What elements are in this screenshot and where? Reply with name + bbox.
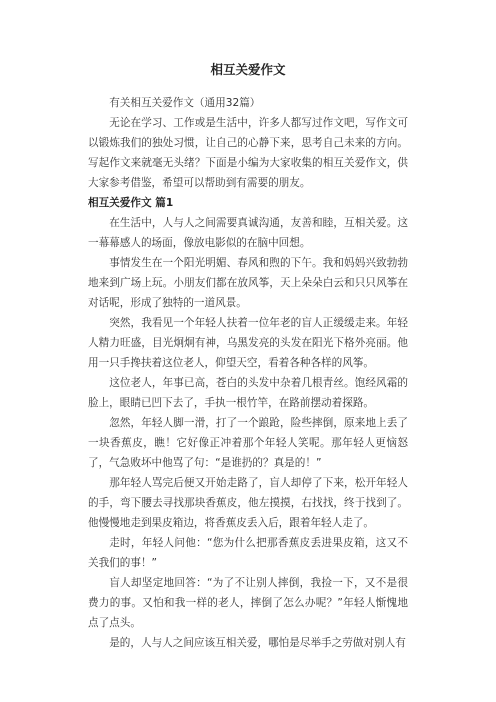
body-paragraph: 忽然，年轻人脚一滑，打了一个踉跄，险些摔倒，原来地上丢了一块香蕉皮，瞧！它好像正冲着那个年轻人笑呢。那年轻人更恼怒了，气急败坏中他骂了句：“是谁扔的？真是的！” bbox=[88, 417, 408, 469]
body-paragraph: 是的，人与人之间应该互相关爱，哪怕是尽举手之劳做对别人有 bbox=[109, 637, 406, 649]
body-paragraph: 在生活中，人与人之间需要真诚沟通，友善和睦，互相关爱。这一幕幕感人的场面，像放电影似的在脑中回想。 bbox=[88, 217, 408, 249]
body-paragraph: 盲人却坚定地回答：“为了不让别人摔倒，我捡一下，又不是很费力的事。又怕和我一样的老人，摔倒了怎么办呢？”年轻人惭愧地点了点头。 bbox=[88, 577, 408, 629]
body-paragraph: 这位老人，年事已高，苍白的头发中杂着几根青丝。饱经风霜的脸上，眼睛已凹下去了，手执一根竹竿，在路前摆动着探路。 bbox=[88, 377, 408, 409]
body-paragraph: 那年轻人骂完后便又开始走路了，盲人却停了下来，松开年轻人的手，弯下腰去寻找那块香蕉皮，他左摸摸，右找找，终于找到了。他慢慢地走到果皮箱边，将香蕉皮丢入后，跟着年轻人走了。 bbox=[88, 477, 408, 529]
intro-paragraph: 无论在学习、工作或是生活中，许多人都写过作文吧，写作文可以锻炼我们的独处习惯，让自己的心静下来，思考自己未来的方向。写起作文来就毫无头绪？下面是小编为大家收集的相互关爱作文，供大家参考借鉴，希望可以帮助到有需要的朋友。 bbox=[88, 117, 408, 189]
body-paragraph: 突然，我看见一个年轻人扶着一位年老的盲人正缓缓走来。年轻人精力旺盛，目光炯炯有神，乌黑发亮的头发在阳光下格外亮丽。他用一只手搀扶着这位老人，仰望天空，看着各种各样的风筝。 bbox=[88, 317, 408, 369]
section-heading: 相互关爱作文 篇1 bbox=[88, 197, 174, 209]
body-paragraph: 事情发生在一个阳光明媚、春风和煦的下午。我和妈妈兴致勃勃地来到广场上玩。小朋友们都在放风筝，天上朵朵白云和只只风筝在对话呢，形成了独特的一道风景。 bbox=[88, 257, 408, 309]
document-title: 相互关爱作文 bbox=[210, 62, 286, 77]
document-subtitle: 有关相互关爱作文（通用32篇） bbox=[109, 97, 261, 109]
body-paragraph: 走时，年轻人问他：“您为什么把那香蕉皮丢进果皮箱，这又不关我们的事！” bbox=[88, 537, 408, 569]
